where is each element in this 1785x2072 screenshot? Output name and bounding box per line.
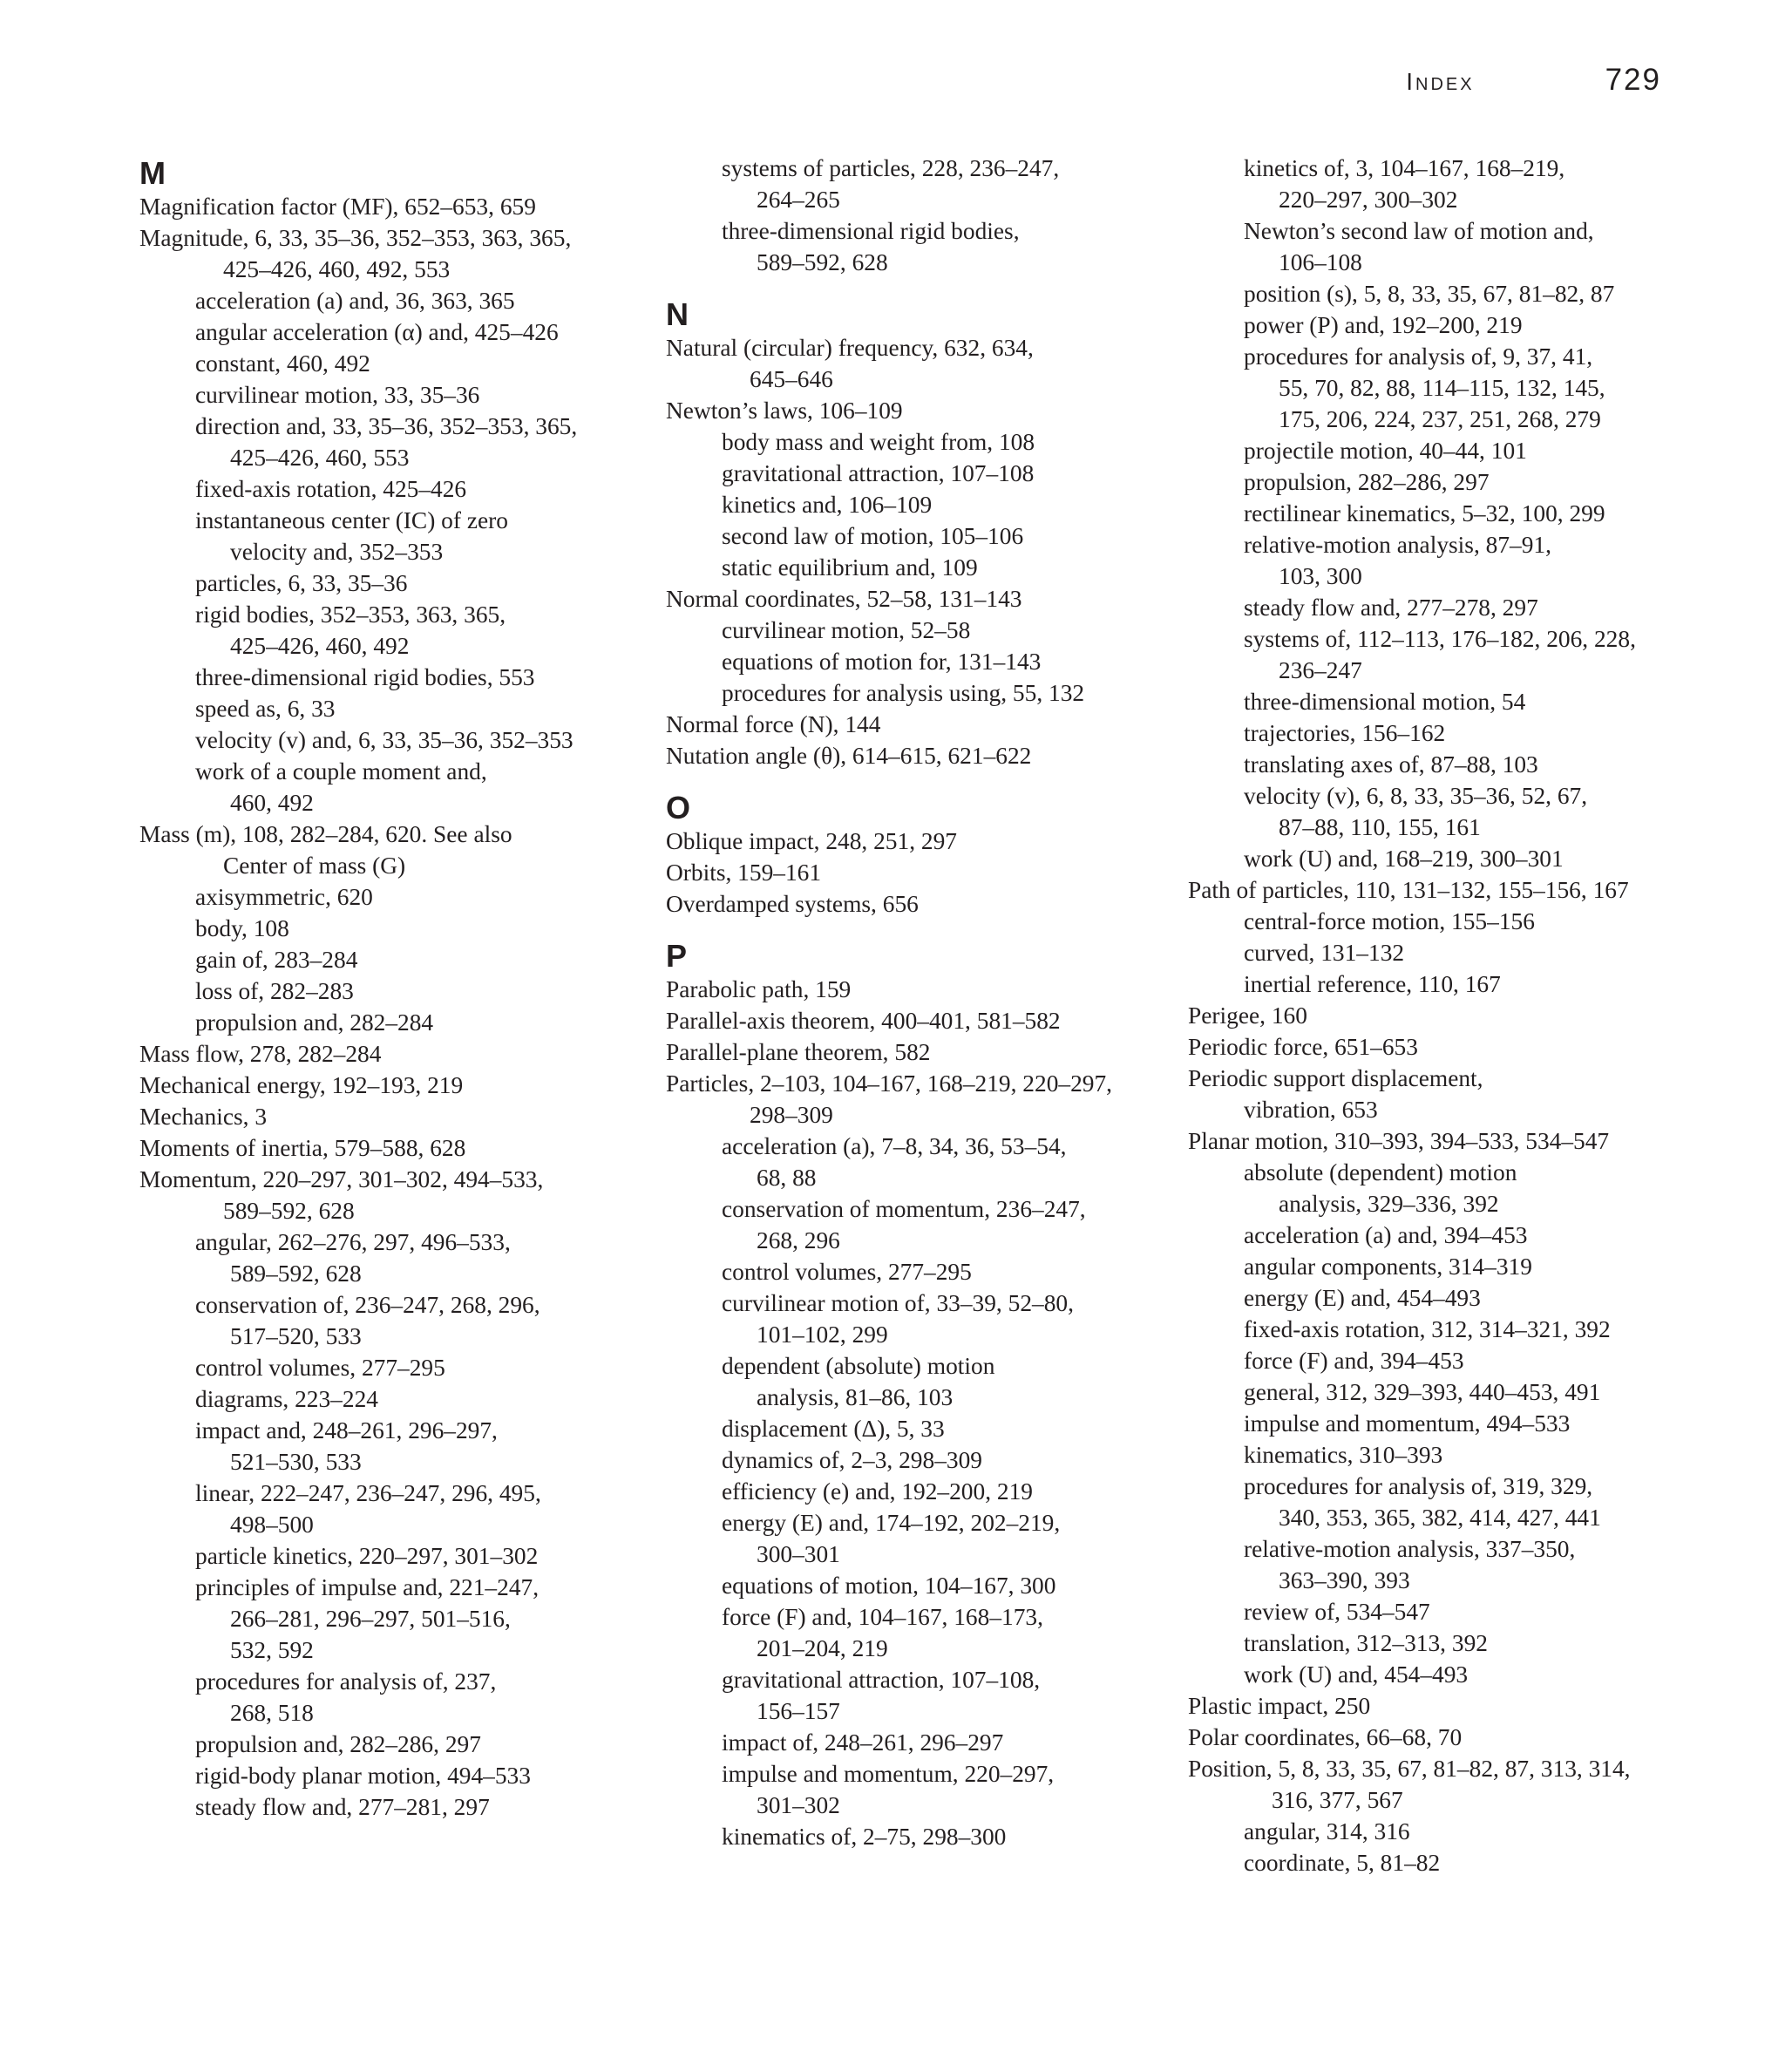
index-subentry: angular, 262–276, 297, 496–533, <box>195 1229 511 1255</box>
index-subentry: procedures for analysis of, 9, 37, 41, <box>1244 343 1593 370</box>
index-entry-continuation: 316, 377, 567 <box>1272 1787 1403 1813</box>
index-subentry: conservation of momentum, 236–247, <box>722 1196 1086 1222</box>
index-subentry: propulsion and, 282–284 <box>195 1009 434 1036</box>
index-column-1 <box>139 153 628 1823</box>
index-subentry: conservation of, 236–247, 268, 296, <box>195 1292 540 1318</box>
index-entry: Parallel-axis theorem, 400–401, 581–582 <box>666 1008 1061 1034</box>
index-entry-continuation: 363–390, 393 <box>1279 1567 1410 1593</box>
index-subentry: inertial reference, 110, 167 <box>1244 971 1501 997</box>
index-subentry: angular, 314, 316 <box>1244 1818 1410 1844</box>
index-entry-continuation: 425–426, 460, 492, 553 <box>223 256 451 282</box>
index-subentry: velocity (v), 6, 8, 33, 35–36, 52, 67, <box>1244 783 1588 809</box>
index-subentry: kinetics of, 3, 104–167, 168–219, <box>1244 155 1565 181</box>
index-subentry: position (s), 5, 8, 33, 35, 67, 81–82, 87 <box>1244 281 1615 307</box>
index-subentry: principles of impulse and, 221–247, <box>195 1574 540 1600</box>
index-subentry: work of a couple moment and, <box>195 758 487 785</box>
index-subentry: kinematics of, 2–75, 298–300 <box>722 1824 1007 1850</box>
index-subentry: central-force motion, 155–156 <box>1244 908 1535 934</box>
index-entry: Mass flow, 278, 282–284 <box>139 1041 382 1067</box>
index-entry-continuation: analysis, 329–336, 392 <box>1279 1191 1499 1217</box>
index-entry-continuation: analysis, 81–86, 103 <box>757 1384 954 1410</box>
index-subentry: fixed-axis rotation, 312, 314–321, 392 <box>1244 1316 1611 1342</box>
index-entry: Particles, 2–103, 104–167, 168–219, 220–297, <box>666 1070 1113 1097</box>
index-subentry: rigid-body planar motion, 494–533 <box>195 1763 531 1789</box>
index-entry: Overdamped systems, 656 <box>666 891 919 917</box>
index-entry-continuation: 106–108 <box>1279 249 1362 275</box>
index-subentry: control volumes, 277–295 <box>722 1259 972 1285</box>
index-column-3 <box>1188 153 1676 1878</box>
index-subentry: curvilinear motion, 33, 35–36 <box>195 382 480 408</box>
section-gap <box>666 771 1154 787</box>
index-subentry: linear, 222–247, 236–247, 296, 495, <box>195 1480 541 1506</box>
index-entry-continuation: 589–592, 628 <box>757 249 888 275</box>
index-entry-continuation: 589–592, 628 <box>223 1198 355 1224</box>
index-subentry: work (U) and, 168–219, 300–301 <box>1244 846 1564 872</box>
index-subentry: control volumes, 277–295 <box>195 1355 445 1381</box>
index-entry-continuation: 201–204, 219 <box>757 1635 888 1661</box>
index-entry: Momentum, 220–297, 301–302, 494–533, <box>139 1166 544 1192</box>
section-gap <box>666 920 1154 935</box>
index-subentry: coordinate, 5, 81–82 <box>1244 1850 1441 1876</box>
index-subentry: rigid bodies, 352–353, 363, 365, <box>195 601 506 628</box>
index-entry: Magnification factor (MF), 652–653, 659 <box>139 194 536 220</box>
index-entry: Plastic impact, 250 <box>1188 1693 1371 1719</box>
index-subentry: angular components, 314–319 <box>1244 1253 1532 1280</box>
index-entry: Perigee, 160 <box>1188 1002 1307 1029</box>
index-subentry: steady flow and, 277–278, 297 <box>1244 594 1538 621</box>
index-subentry: three-dimensional rigid bodies, <box>722 218 1020 244</box>
index-entry-continuation: 55, 70, 82, 88, 114–115, 132, 145, <box>1279 375 1605 401</box>
index-subentry: impulse and momentum, 494–533 <box>1244 1410 1571 1437</box>
index-subentry: procedures for analysis of, 319, 329, <box>1244 1473 1593 1499</box>
index-letter-heading: M <box>139 155 166 191</box>
index-entry-continuation: 68, 88 <box>757 1165 817 1191</box>
index-subentry: impact of, 248–261, 296–297 <box>722 1729 1004 1756</box>
index-entry: Magnitude, 6, 33, 35–36, 352–353, 363, 365, <box>139 225 572 251</box>
index-letter-heading: N <box>666 296 689 332</box>
index-entry: Path of particles, 110, 131–132, 155–156, 167 <box>1188 877 1629 903</box>
index-subentry: displacement (Δ), 5, 33 <box>722 1416 945 1442</box>
index-subentry: angular acceleration (α) and, 425–426 <box>195 319 559 345</box>
index-subentry: systems of, 112–113, 176–182, 206, 228, <box>1244 626 1636 652</box>
index-entry-continuation: velocity and, 352–353 <box>230 539 444 565</box>
index-entry-continuation: 101–102, 299 <box>757 1321 888 1348</box>
index-subentry: diagrams, 223–224 <box>195 1386 378 1412</box>
index-entry: Newton’s laws, 106–109 <box>666 397 903 424</box>
index-entry: Periodic support displacement, <box>1188 1065 1483 1091</box>
index-subentry: curvilinear motion, 52–58 <box>722 617 971 643</box>
index-entry-continuation: 300–301 <box>757 1541 840 1567</box>
index-subentry: power (P) and, 192–200, 219 <box>1244 312 1523 338</box>
index-subentry: relative-motion analysis, 87–91, <box>1244 532 1551 558</box>
index-subentry: body mass and weight from, 108 <box>722 429 1035 455</box>
index-entry: Orbits, 159–161 <box>666 859 822 886</box>
index-entry-continuation: 266–281, 296–297, 501–516, <box>230 1606 511 1632</box>
index-subentry: Newton’s second law of motion and, <box>1244 218 1594 244</box>
index-entry: Nutation angle (θ), 614–615, 621–622 <box>666 743 1032 769</box>
index-subentry: three-dimensional rigid bodies, 553 <box>195 664 535 690</box>
index-subentry: systems of particles, 228, 236–247, <box>722 155 1060 181</box>
index-subentry: dependent (absolute) motion <box>722 1353 995 1379</box>
index-subentry: vibration, 653 <box>1244 1097 1378 1123</box>
index-entry-continuation: 175, 206, 224, 237, 251, 268, 279 <box>1279 406 1601 432</box>
index-subentry: relative-motion analysis, 337–350, <box>1244 1536 1576 1562</box>
index-subentry: fixed-axis rotation, 425–426 <box>195 476 467 502</box>
index-subentry: trajectories, 156–162 <box>1244 720 1446 746</box>
index-letter-heading: P <box>666 938 688 974</box>
section-gap <box>666 278 1154 294</box>
index-entry: Oblique impact, 248, 251, 297 <box>666 828 957 854</box>
index-entry-continuation: 521–530, 533 <box>230 1449 362 1475</box>
index-entry: Mass (m), 108, 282–284, 620. See also <box>139 821 512 847</box>
index-subentry: translating axes of, 87–88, 103 <box>1244 751 1538 778</box>
index-entry: Normal force (N), 144 <box>666 711 881 737</box>
index-subentry: kinematics, 310–393 <box>1244 1442 1443 1468</box>
index-subentry: procedures for analysis using, 55, 132 <box>722 680 1085 706</box>
index-subentry: projectile motion, 40–44, 101 <box>1244 438 1527 464</box>
index-entry-continuation: 264–265 <box>757 187 840 213</box>
index-entry: Planar motion, 310–393, 394–533, 534–547 <box>1188 1128 1610 1154</box>
index-subentry: body, 108 <box>195 915 289 941</box>
running-header <box>1406 63 1661 106</box>
index-subentry: velocity (v) and, 6, 33, 35–36, 352–353 <box>195 727 574 753</box>
index-entry: Normal coordinates, 52–58, 131–143 <box>666 586 1022 612</box>
index-subentry: review of, 534–547 <box>1244 1599 1430 1625</box>
index-subentry: curved, 131–132 <box>1244 940 1405 966</box>
index-entry-continuation: 645–646 <box>750 366 833 392</box>
index-subentry: static equilibrium and, 109 <box>722 554 978 581</box>
index-subentry: energy (E) and, 454–493 <box>1244 1285 1481 1311</box>
index-entry: Parallel-plane theorem, 582 <box>666 1039 931 1065</box>
index-subentry: constant, 460, 492 <box>195 350 370 377</box>
index-subentry: rectilinear kinematics, 5–32, 100, 299 <box>1244 500 1605 526</box>
index-subentry: instantaneous center (IC) of zero <box>195 507 508 533</box>
index-subentry: gravitational attraction, 107–108 <box>722 460 1035 486</box>
index-subentry: acceleration (a) and, 394–453 <box>1244 1222 1528 1248</box>
index-entry-continuation: 236–247 <box>1279 657 1362 683</box>
index-entry-continuation: 103, 300 <box>1279 563 1362 589</box>
index-subentry: gain of, 283–284 <box>195 947 358 973</box>
index-subentry: loss of, 282–283 <box>195 978 354 1004</box>
index-entry-continuation: 298–309 <box>750 1102 833 1128</box>
index-subentry: general, 312, 329–393, 440–453, 491 <box>1244 1379 1601 1405</box>
index-entry-continuation: 425–426, 460, 553 <box>230 445 410 471</box>
index-subentry: dynamics of, 2–3, 298–309 <box>722 1447 982 1473</box>
index-entry: Natural (circular) frequency, 632, 634, <box>666 335 1034 361</box>
index-entry: Polar coordinates, 66–68, 70 <box>1188 1724 1463 1750</box>
index-subentry: acceleration (a) and, 36, 363, 365 <box>195 288 515 314</box>
index-entry-continuation: 301–302 <box>757 1792 840 1818</box>
index-entry: Mechanical energy, 192–193, 219 <box>139 1072 464 1098</box>
index-entry-continuation: 532, 592 <box>230 1637 314 1663</box>
index-subentry: speed as, 6, 33 <box>195 696 336 722</box>
index-entry-continuation: 589–592, 628 <box>230 1260 362 1287</box>
index-letter-heading: O <box>666 790 691 825</box>
index-subentry: gravitational attraction, 107–108, <box>722 1667 1041 1693</box>
index-entry-continuation: 517–520, 533 <box>230 1323 362 1349</box>
index-subentry: second law of motion, 105–106 <box>722 523 1024 549</box>
index-entry-continuation: 87–88, 110, 155, 161 <box>1279 814 1481 840</box>
index-subentry: curvilinear motion of, 33–39, 52–80, <box>722 1290 1074 1316</box>
index-entry-continuation: 460, 492 <box>230 790 314 816</box>
index-entry-continuation: 340, 353, 365, 382, 414, 427, 441 <box>1279 1505 1601 1531</box>
index-subentry: absolute (dependent) motion <box>1244 1159 1517 1185</box>
index-subentry: three-dimensional motion, 54 <box>1244 689 1526 715</box>
index-entry: Parabolic path, 159 <box>666 976 852 1002</box>
index-subentry: axisymmetric, 620 <box>195 884 373 910</box>
index-subentry: equations of motion, 104–167, 300 <box>722 1573 1056 1599</box>
index-subentry: impact and, 248–261, 296–297, <box>195 1417 498 1444</box>
index-entry-continuation: Center of mass (G) <box>223 853 406 879</box>
index-subentry: particles, 6, 33, 35–36 <box>195 570 408 596</box>
index-subentry: propulsion and, 282–286, 297 <box>195 1731 481 1757</box>
index-subentry: force (F) and, 394–453 <box>1244 1348 1464 1374</box>
index-column-2 <box>666 153 1154 1852</box>
index-entry: Moments of inertia, 579–588, 628 <box>139 1135 466 1161</box>
index-subentry: direction and, 33, 35–36, 352–353, 365, <box>195 413 578 439</box>
index-entry-continuation: 268, 296 <box>757 1227 840 1253</box>
index-subentry: efficiency (e) and, 192–200, 219 <box>722 1478 1033 1505</box>
index-subentry: force (F) and, 104–167, 168–173, <box>722 1604 1043 1630</box>
index-subentry: energy (E) and, 174–192, 202–219, <box>722 1510 1061 1536</box>
index-entry-continuation: 425–426, 460, 492 <box>230 633 410 659</box>
index-entry-continuation: 268, 518 <box>230 1700 314 1726</box>
index-subentry: impulse and momentum, 220–297, <box>722 1761 1055 1787</box>
page-number: 729 <box>1605 63 1661 97</box>
index-subentry: propulsion, 282–286, 297 <box>1244 469 1490 495</box>
index-entry: Position, 5, 8, 33, 35, 67, 81–82, 87, 313, 314, <box>1188 1756 1631 1782</box>
index-subentry: procedures for analysis of, 237, <box>195 1668 497 1695</box>
index-subentry: kinetics and, 106–109 <box>722 492 933 518</box>
index-subentry: translation, 312–313, 392 <box>1244 1630 1488 1656</box>
index-entry: Periodic force, 651–653 <box>1188 1034 1418 1060</box>
index-subentry: steady flow and, 277–281, 297 <box>195 1794 490 1820</box>
index-subentry: equations of motion for, 131–143 <box>722 649 1042 675</box>
index-entry-continuation: 220–297, 300–302 <box>1279 187 1458 213</box>
index-entry: Mechanics, 3 <box>139 1104 268 1130</box>
index-entry-continuation: 156–157 <box>757 1698 840 1724</box>
running-title: Index <box>1406 68 1475 95</box>
index-entry-continuation: 498–500 <box>230 1512 314 1538</box>
index-subentry: particle kinetics, 220–297, 301–302 <box>195 1543 539 1569</box>
index-subentry: acceleration (a), 7–8, 34, 36, 53–54, <box>722 1133 1067 1159</box>
index-subentry: work (U) and, 454–493 <box>1244 1661 1469 1688</box>
